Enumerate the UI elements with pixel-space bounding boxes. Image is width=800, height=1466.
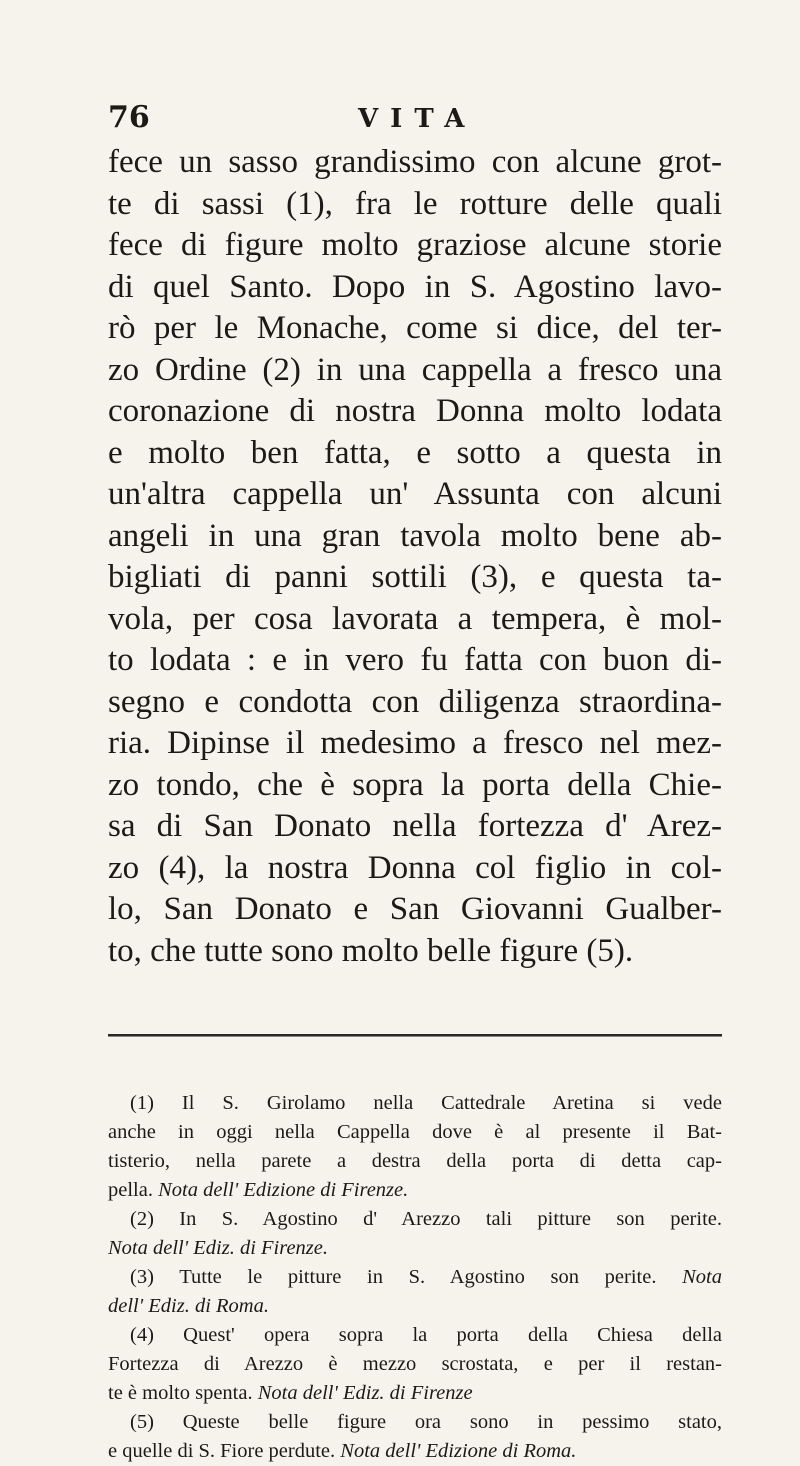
text-line: e molto ben fatta, e sotto a questa in	[108, 434, 722, 471]
footnote-line: te è molto spenta. Nota dell' Ediz. di Firenze	[108, 1382, 473, 1404]
text-line: un'altra cappella un' Assunta con alcuni	[108, 476, 722, 512]
text-line: angeli in una gran tavola molto bene ab-	[108, 517, 722, 554]
text-line: to, che tutte sono molto belle figure (5).	[108, 932, 634, 969]
page-number: 76	[108, 100, 150, 135]
text-line: zo (4), la nostra Donna col figlio in col-	[108, 849, 722, 886]
footnote-line: anche in oggi nella Cappella dove è al presente il Bat-	[108, 1121, 722, 1143]
text-line: to lodata : e in vero fu fatta con buon di-	[108, 642, 722, 678]
footnote-line: (2) In S. Agostino d' Arezzo tali pitture son perite.	[130, 1208, 722, 1230]
text-line: te di sassi (1), fra le rotture delle quali	[108, 185, 722, 222]
text-line: lo, San Donato e San Giovanni Gualber-	[108, 891, 722, 927]
footnotes	[108, 1089, 722, 1466]
text-line: zo tondo, che è sopra la porta della Chie-	[108, 766, 722, 803]
text-line: di quel Santo. Dopo in S. Agostino lavo-	[108, 268, 722, 305]
footnote-line: e quelle di S. Fiore perdute. Nota dell' Edizione di Roma.	[108, 1440, 577, 1462]
text-line: vola, per cosa lavorata a tempera, è mol-	[108, 600, 722, 637]
text-line: fece di figure molto graziose alcune storie	[108, 227, 722, 263]
text-line: coronazione di nostra Donna molto lodata	[108, 393, 722, 429]
text-line: segno e condotta con diligenza straordina-	[108, 683, 722, 720]
footnote-line: (1) Il S. Girolamo nella Cattedrale Aretina si vede	[130, 1092, 722, 1114]
running-title: VITA	[358, 104, 477, 134]
footnote-line: Fortezza di Arezzo è mezzo scrostata, e per il restan-	[108, 1353, 722, 1375]
footnote-line: Nota dell' Ediz. di Firenze.	[108, 1237, 328, 1259]
text-line: ria. Dipinse il medesimo a fresco nel mez-	[108, 725, 722, 761]
text-line: sa di San Donato nella fortezza d' Arez-	[108, 808, 722, 844]
text-line: bigliati di panni sottili (3), e questa ta-	[108, 559, 722, 595]
running-head	[108, 0, 722, 162]
footnote-line: (3) Tutte le pitture in S. Agostino son perite. Nota	[130, 1266, 722, 1288]
text-line: fece un sasso grandissimo con alcune grot-	[108, 144, 722, 180]
footnote-line: (4) Quest' opera sopra la porta della Chiesa della	[130, 1324, 722, 1346]
text-line: zo Ordine (2) in una cappella a fresco una	[108, 351, 722, 388]
footnote-line: (5) Queste belle figure ora sono in pessimo stato,	[130, 1411, 722, 1433]
footnote-line: pella. Nota dell' Edizione di Firenze.	[108, 1179, 409, 1201]
main-text	[108, 142, 722, 972]
footnote-line: tisterio, nella parete a destra della porta di detta cap-	[108, 1150, 722, 1172]
text-line: rò per le Monache, come si dice, del ter-	[108, 310, 722, 346]
footnote-divider	[108, 1034, 722, 1037]
footnote-line: dell' Ediz. di Roma.	[108, 1295, 269, 1317]
